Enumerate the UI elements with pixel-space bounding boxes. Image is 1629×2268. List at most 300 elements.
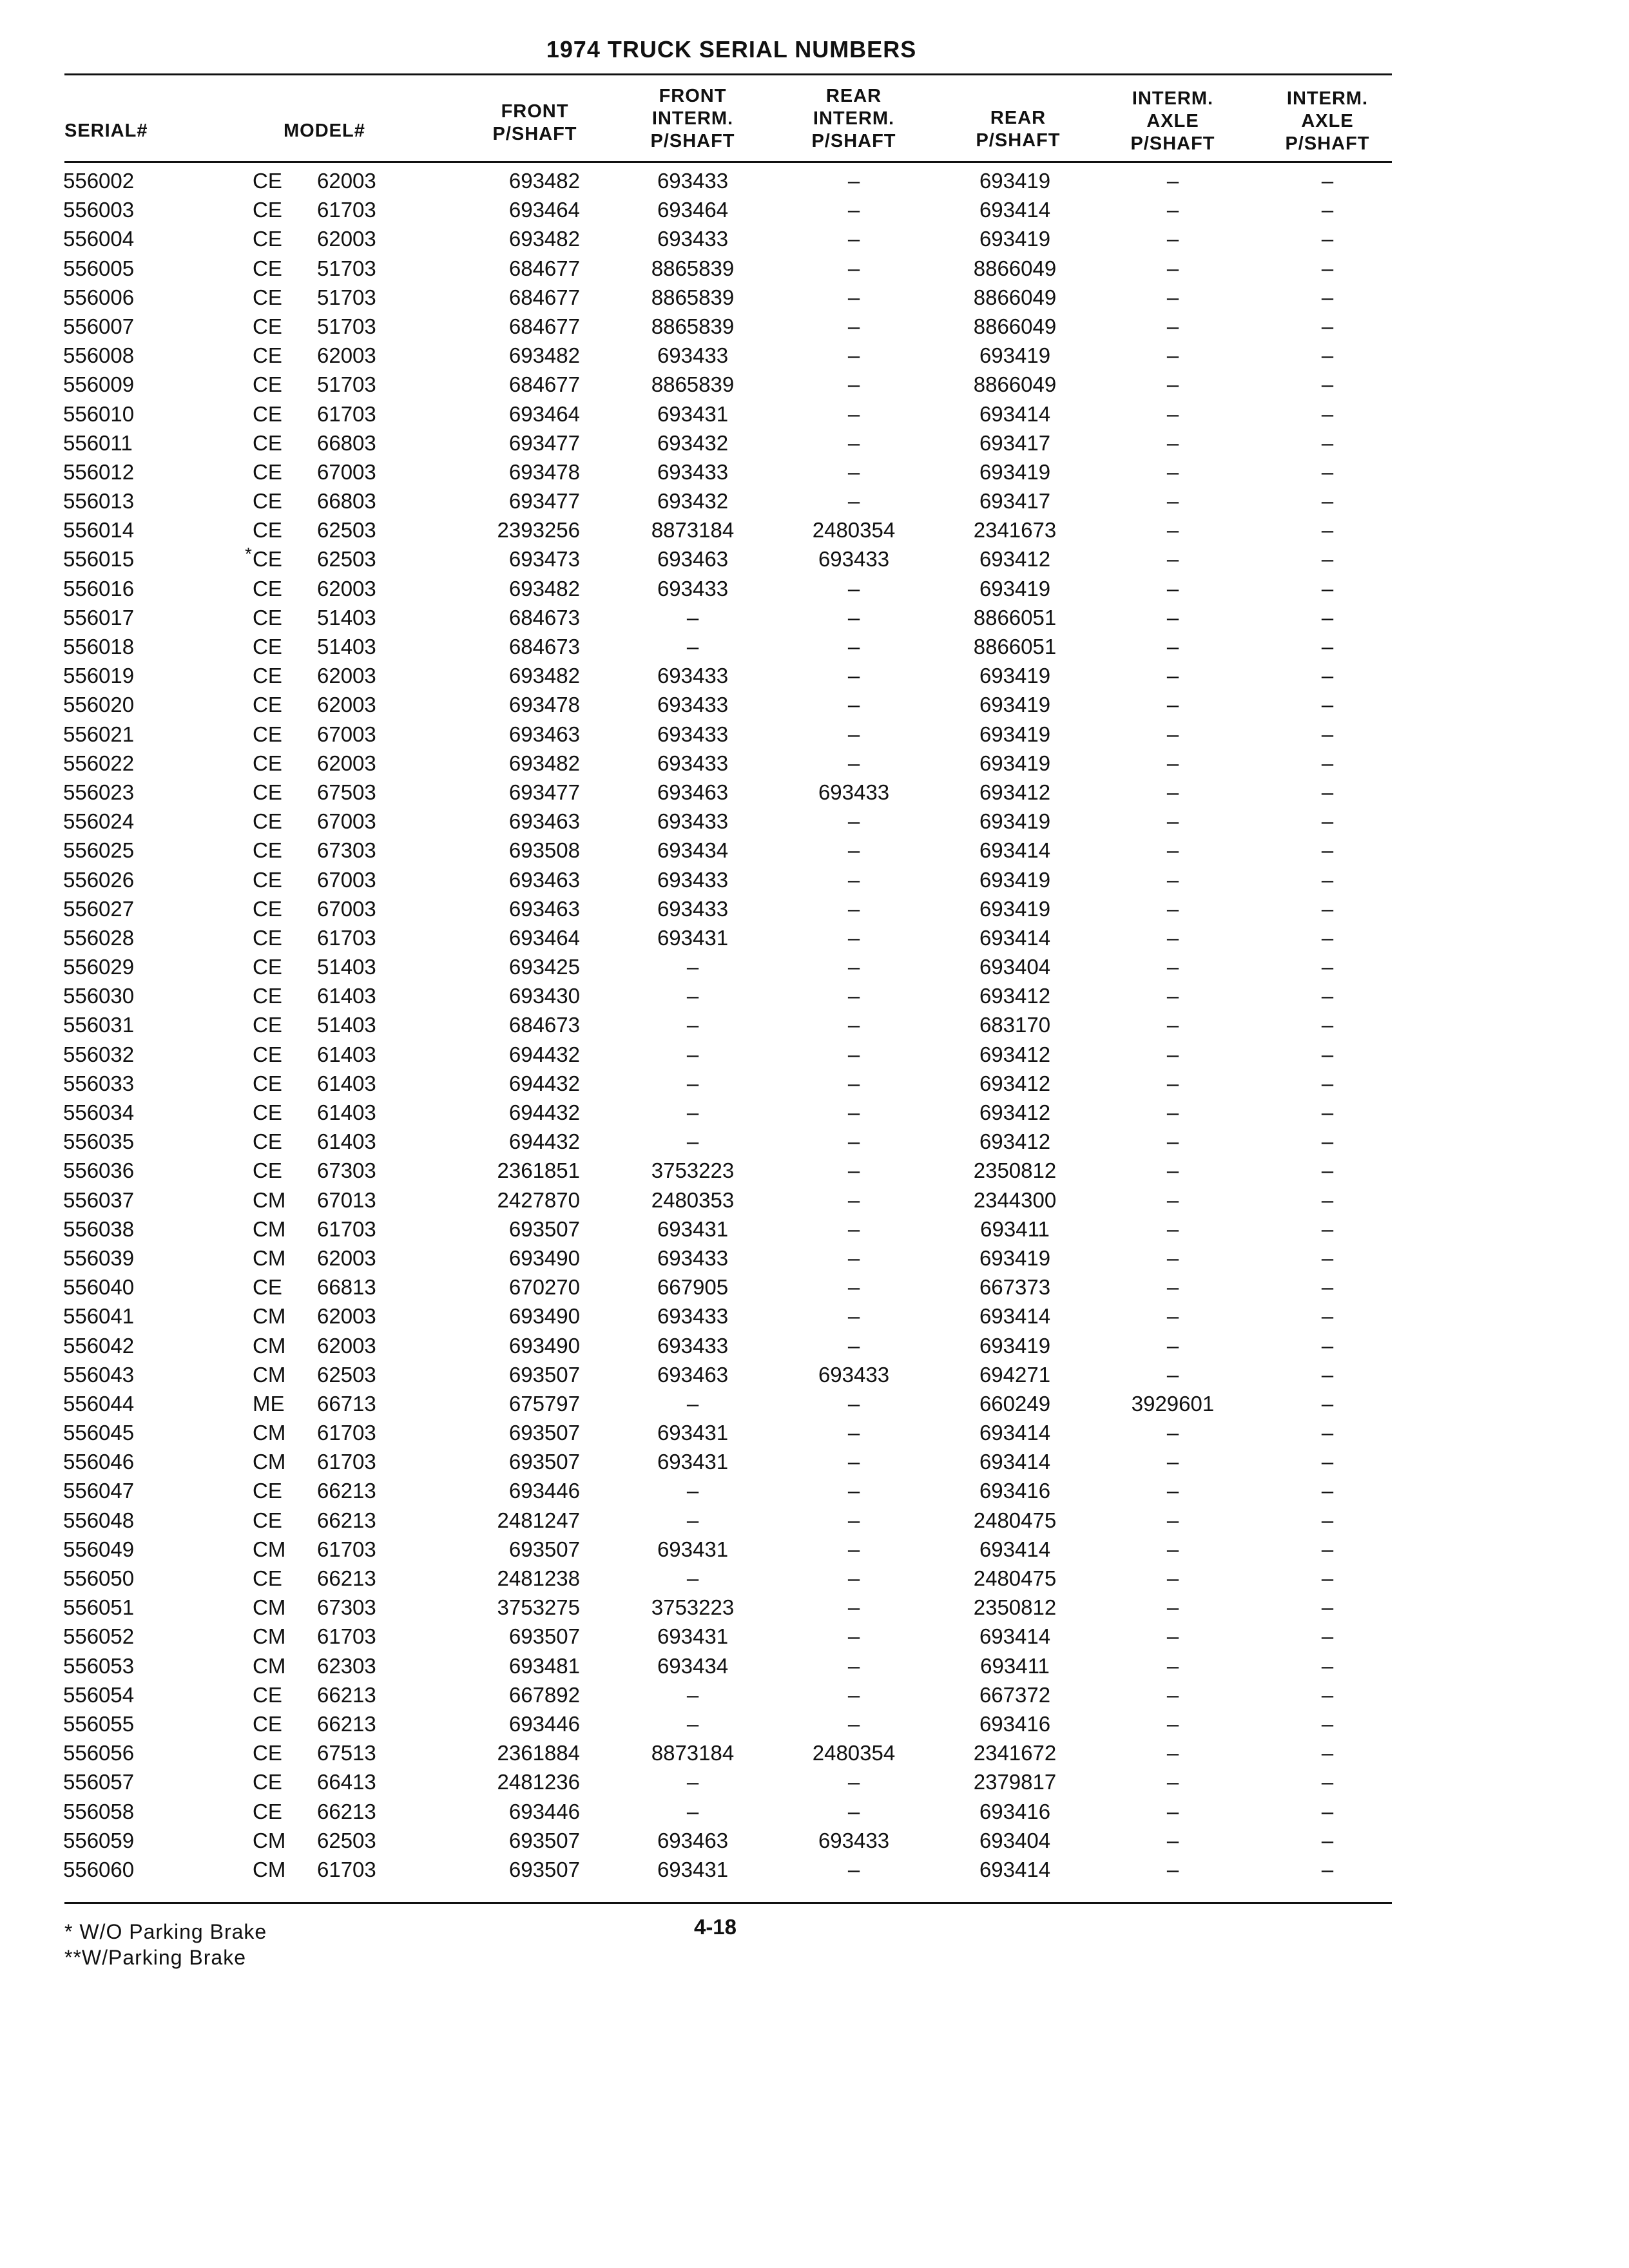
- table-row: [0, 1244, 1629, 1273]
- cell-serial: 556042: [63, 1333, 135, 1358]
- table-row: [0, 1593, 1629, 1622]
- cell-interm-axle-pshaft-1: –: [1166, 635, 1179, 658]
- cell-serial: 556054: [63, 1682, 135, 1707]
- table-row: [0, 1709, 1629, 1738]
- cell-interm-axle-pshaft-2: –: [1321, 1391, 1334, 1416]
- cell-rear-pshaft: 693414: [979, 1857, 1051, 1881]
- top-rule: [64, 73, 1392, 75]
- cell-front-interm-pshaft: 693431: [657, 1537, 729, 1561]
- cell-prefix: CE: [253, 1275, 282, 1300]
- cell-prefix: CE: [253, 430, 282, 455]
- cell-front-interm-pshaft: 693464: [657, 198, 729, 222]
- cell-interm-axle-pshaft-1: –: [1166, 430, 1179, 455]
- cell-serial: 556015: [63, 547, 135, 572]
- cell-interm-axle-pshaft-2: –: [1321, 1479, 1334, 1503]
- cell-prefix: CM: [253, 1653, 286, 1678]
- cell-prefix: CE: [253, 256, 282, 280]
- cell-prefix: CE: [253, 285, 282, 309]
- cell-interm-axle-pshaft-1: –: [1166, 489, 1179, 514]
- cell-rear-pshaft: 8866049: [973, 256, 1057, 280]
- cell-front-pshaft: 693473: [508, 547, 580, 572]
- cell-interm-axle-pshaft-1: –: [1166, 605, 1179, 629]
- cell-serial: 556002: [63, 169, 135, 193]
- cell-rear-pshaft: 693419: [979, 722, 1051, 746]
- cell-front-interm-pshaft: 667905: [657, 1275, 729, 1300]
- cell-interm-axle-pshaft-1: –: [1166, 1799, 1179, 1823]
- cell-serial: 556008: [63, 343, 135, 368]
- cell-front-interm-pshaft: 693431: [657, 1216, 729, 1241]
- cell-model: 62003: [317, 1304, 376, 1329]
- cell-interm-axle-pshaft-2: –: [1321, 838, 1334, 863]
- cell-interm-axle-pshaft-1: –: [1166, 314, 1179, 338]
- serial-table-body: [0, 166, 1629, 1884]
- cell-interm-axle-pshaft-1: –: [1166, 198, 1179, 222]
- cell-interm-axle-pshaft-2: –: [1321, 1304, 1334, 1329]
- cell-serial: 556025: [63, 838, 135, 863]
- cell-rear-pshaft: 693412: [979, 780, 1051, 804]
- cell-rear-interm-pshaft: –: [847, 169, 860, 193]
- cell-prefix: CE: [253, 925, 282, 950]
- cell-interm-axle-pshaft-1: –: [1166, 1042, 1179, 1066]
- table-row: [0, 1564, 1629, 1593]
- cell-front-pshaft: 684673: [508, 1013, 580, 1037]
- cell-rear-pshaft: 693419: [979, 664, 1051, 688]
- cell-front-interm-pshaft: 693433: [657, 751, 729, 775]
- cell-prefix: CM: [253, 1450, 286, 1474]
- cell-interm-axle-pshaft-1: –: [1166, 518, 1179, 543]
- cell-model: 66213: [317, 1711, 376, 1736]
- cell-serial: 556009: [63, 372, 135, 397]
- cell-rear-pshaft: 693419: [979, 896, 1051, 921]
- cell-interm-axle-pshaft-2: –: [1321, 1071, 1334, 1095]
- table-row: [0, 457, 1629, 486]
- cell-model: 51703: [317, 256, 376, 280]
- cell-model: 62003: [317, 751, 376, 775]
- cell-front-interm-pshaft: 3753223: [651, 1595, 735, 1620]
- cell-rear-interm-pshaft: –: [847, 1421, 860, 1445]
- cell-rear-pshaft: 8866049: [973, 372, 1057, 397]
- cell-prefix: CE: [253, 518, 282, 543]
- cell-front-interm-pshaft: 693433: [657, 576, 729, 601]
- cell-serial: 556023: [63, 780, 135, 804]
- cell-interm-axle-pshaft-2: –: [1321, 1013, 1334, 1037]
- cell-model: 66213: [317, 1566, 376, 1590]
- cell-prefix: CE: [253, 227, 282, 251]
- table-row: [0, 1127, 1629, 1156]
- cell-model: 51403: [317, 1013, 376, 1037]
- cell-rear-interm-pshaft: –: [847, 1682, 860, 1707]
- footnote-with-parking-brake: **W/Parking Brake: [64, 1946, 246, 1969]
- cell-interm-axle-pshaft-1: –: [1166, 1216, 1179, 1241]
- cell-interm-axle-pshaft-2: –: [1321, 430, 1334, 455]
- cell-interm-axle-pshaft-2: –: [1321, 664, 1334, 688]
- cell-rear-interm-pshaft: –: [847, 1391, 860, 1416]
- cell-interm-axle-pshaft-1: –: [1166, 1682, 1179, 1707]
- table-row: [0, 894, 1629, 923]
- cell-model: 51403: [317, 635, 376, 658]
- cell-rear-pshaft: 693419: [979, 693, 1051, 717]
- cell-front-pshaft: 670270: [508, 1275, 580, 1300]
- cell-interm-axle-pshaft-1: –: [1166, 1566, 1179, 1590]
- cell-prefix: CE: [253, 1508, 282, 1532]
- cell-rear-interm-pshaft: –: [847, 314, 860, 338]
- cell-prefix: CE: [253, 372, 282, 397]
- cell-front-pshaft: 693507: [508, 1828, 580, 1852]
- cell-serial: 556057: [63, 1770, 135, 1794]
- cell-prefix: ME: [253, 1391, 285, 1416]
- cell-interm-axle-pshaft-2: –: [1321, 1129, 1334, 1154]
- cell-front-interm-pshaft: 693434: [657, 1653, 729, 1678]
- cell-rear-pshaft: 8866051: [973, 635, 1057, 658]
- cell-rear-interm-pshaft: –: [847, 1013, 860, 1037]
- cell-prefix: CE: [253, 635, 282, 658]
- cell-front-interm-pshaft: –: [686, 1042, 699, 1066]
- cell-rear-pshaft: 2480475: [973, 1508, 1057, 1532]
- cell-prefix: CM: [253, 1333, 286, 1358]
- cell-prefix: CE: [253, 1013, 282, 1037]
- cell-serial: 556037: [63, 1187, 135, 1212]
- table-row: [0, 370, 1629, 399]
- cell-front-interm-pshaft: 693433: [657, 227, 729, 251]
- cell-rear-pshaft: 693404: [979, 955, 1051, 979]
- cell-interm-axle-pshaft-2: –: [1321, 401, 1334, 426]
- cell-front-pshaft: 675797: [508, 1391, 580, 1416]
- cell-rear-interm-pshaft: –: [847, 372, 860, 397]
- cell-prefix: CE: [253, 1741, 282, 1765]
- cell-front-pshaft: 693478: [508, 693, 580, 717]
- cell-serial: 556039: [63, 1245, 135, 1270]
- cell-model: 67003: [317, 809, 376, 834]
- cell-rear-interm-pshaft: –: [847, 198, 860, 222]
- cell-front-interm-pshaft: –: [686, 635, 699, 658]
- cell-front-pshaft: 693507: [508, 1450, 580, 1474]
- cell-prefix: CE: [253, 343, 282, 368]
- cell-serial: 556010: [63, 401, 135, 426]
- cell-front-pshaft: 693425: [508, 955, 580, 979]
- cell-front-interm-pshaft: 8865839: [651, 372, 735, 397]
- cell-front-pshaft: 693482: [508, 664, 580, 688]
- cell-interm-axle-pshaft-2: –: [1321, 576, 1334, 601]
- cell-rear-pshaft: 8866051: [973, 605, 1057, 629]
- cell-front-interm-pshaft: –: [686, 1682, 699, 1707]
- table-row: [0, 166, 1629, 195]
- table-row: [0, 1098, 1629, 1127]
- cell-serial: 556005: [63, 256, 135, 280]
- table-row: [0, 1738, 1629, 1767]
- cell-interm-axle-pshaft-2: –: [1321, 314, 1334, 338]
- cell-model: 62003: [317, 227, 376, 251]
- cell-model: 62003: [317, 1245, 376, 1270]
- cell-prefix: CM: [253, 1245, 286, 1270]
- cell-interm-axle-pshaft-1: –: [1166, 1333, 1179, 1358]
- cell-rear-pshaft: 693412: [979, 547, 1051, 572]
- cell-rear-pshaft: 693414: [979, 1421, 1051, 1445]
- cell-front-interm-pshaft: –: [686, 1799, 699, 1823]
- cell-serial: 556028: [63, 925, 135, 950]
- cell-serial: 556051: [63, 1595, 135, 1620]
- table-row: [0, 1535, 1629, 1564]
- cell-prefix: CE: [253, 809, 282, 834]
- cell-serial: 556029: [63, 955, 135, 979]
- table-row: [0, 981, 1629, 1010]
- cell-rear-interm-pshaft: –: [847, 343, 860, 368]
- cell-interm-axle-pshaft-1: –: [1166, 838, 1179, 863]
- table-row: [0, 486, 1629, 515]
- table-row: [0, 603, 1629, 632]
- cell-rear-interm-pshaft: –: [847, 1595, 860, 1620]
- cell-rear-interm-pshaft: –: [847, 1187, 860, 1212]
- cell-interm-axle-pshaft-1: –: [1166, 751, 1179, 775]
- cell-interm-axle-pshaft-2: –: [1321, 489, 1334, 514]
- cell-rear-interm-pshaft: –: [847, 1857, 860, 1881]
- cell-front-interm-pshaft: 693434: [657, 838, 729, 863]
- cell-interm-axle-pshaft-1: –: [1166, 809, 1179, 834]
- table-row: [0, 312, 1629, 341]
- cell-front-pshaft: 684677: [508, 372, 580, 397]
- table-row: [0, 1506, 1629, 1535]
- cell-front-interm-pshaft: –: [686, 1770, 699, 1794]
- cell-prefix: CE: [253, 984, 282, 1008]
- table-row: [0, 1855, 1629, 1884]
- cell-serial: 556055: [63, 1711, 135, 1736]
- cell-front-interm-pshaft: –: [686, 1508, 699, 1532]
- table-row: [0, 1302, 1629, 1331]
- table-row: [0, 923, 1629, 952]
- cell-serial: 556017: [63, 605, 135, 629]
- cell-model: 62003: [317, 693, 376, 717]
- cell-front-interm-pshaft: 693431: [657, 1421, 729, 1445]
- cell-front-pshaft: 694432: [508, 1071, 580, 1095]
- cell-front-pshaft: 2427870: [497, 1187, 580, 1212]
- cell-front-pshaft: 684677: [508, 256, 580, 280]
- cell-interm-axle-pshaft-1: –: [1166, 780, 1179, 804]
- cell-front-pshaft: 693507: [508, 1216, 580, 1241]
- cell-serial: 556056: [63, 1741, 135, 1765]
- cell-front-interm-pshaft: –: [686, 605, 699, 629]
- cell-interm-axle-pshaft-1: –: [1166, 1508, 1179, 1532]
- cell-serial: 556026: [63, 867, 135, 892]
- cell-interm-axle-pshaft-2: –: [1321, 1275, 1334, 1300]
- table-row: [0, 1389, 1629, 1418]
- cell-rear-pshaft: 660249: [979, 1391, 1051, 1416]
- cell-model: 67503: [317, 780, 376, 804]
- cell-rear-pshaft: 8866049: [973, 314, 1057, 338]
- cell-rear-interm-pshaft: –: [847, 896, 860, 921]
- cell-interm-axle-pshaft-1: –: [1166, 1245, 1179, 1270]
- cell-rear-pshaft: 693419: [979, 1333, 1051, 1358]
- cell-rear-interm-pshaft: –: [847, 1479, 860, 1503]
- cell-prefix: CE: [253, 576, 282, 601]
- table-row: [0, 254, 1629, 283]
- table-row: [0, 224, 1629, 253]
- cell-serial: 556043: [63, 1362, 135, 1387]
- cell-interm-axle-pshaft-1: –: [1166, 984, 1179, 1008]
- cell-front-interm-pshaft: 693432: [657, 489, 729, 514]
- cell-front-pshaft: 667892: [508, 1682, 580, 1707]
- cell-interm-axle-pshaft-1: –: [1166, 1711, 1179, 1736]
- cell-front-interm-pshaft: 693433: [657, 169, 729, 193]
- cell-prefix: CE: [253, 780, 282, 804]
- cell-front-pshaft: 693507: [508, 1537, 580, 1561]
- cell-model: 61703: [317, 1857, 376, 1881]
- cell-model: 61403: [317, 1071, 376, 1095]
- cell-rear-interm-pshaft: 693433: [818, 547, 890, 572]
- cell-serial: 556058: [63, 1799, 135, 1823]
- cell-rear-interm-pshaft: –: [847, 1275, 860, 1300]
- cell-prefix: CE: [253, 605, 282, 629]
- cell-model: 67003: [317, 459, 376, 484]
- table-row: [0, 544, 1629, 573]
- cell-interm-axle-pshaft-2: –: [1321, 1158, 1334, 1183]
- cell-interm-axle-pshaft-2: –: [1321, 722, 1334, 746]
- cell-rear-pshaft: 693412: [979, 1071, 1051, 1095]
- cell-interm-axle-pshaft-1: –: [1166, 1158, 1179, 1183]
- cell-front-interm-pshaft: 8865839: [651, 256, 735, 280]
- cell-rear-pshaft: 693414: [979, 1304, 1051, 1329]
- cell-front-interm-pshaft: –: [686, 1479, 699, 1503]
- cell-front-interm-pshaft: 693431: [657, 1624, 729, 1649]
- cell-model: 61403: [317, 984, 376, 1008]
- cell-rear-interm-pshaft: –: [847, 1508, 860, 1532]
- cell-model: 61703: [317, 1216, 376, 1241]
- cell-interm-axle-pshaft-2: –: [1321, 518, 1334, 543]
- cell-serial: 556060: [63, 1857, 135, 1881]
- cell-model: 62503: [317, 547, 376, 572]
- cell-front-pshaft: 693477: [508, 489, 580, 514]
- cell-interm-axle-pshaft-1: –: [1166, 1828, 1179, 1852]
- cell-front-pshaft: 693446: [508, 1479, 580, 1503]
- table-row: [0, 632, 1629, 661]
- cell-front-interm-pshaft: 693463: [657, 780, 729, 804]
- cell-rear-pshaft: 693414: [979, 838, 1051, 863]
- cell-interm-axle-pshaft-1: –: [1166, 372, 1179, 397]
- cell-serial: 556021: [63, 722, 135, 746]
- table-row: [0, 1215, 1629, 1244]
- cell-interm-axle-pshaft-1: –: [1166, 1741, 1179, 1765]
- cell-front-pshaft: 693507: [508, 1857, 580, 1881]
- cell-front-interm-pshaft: 693433: [657, 459, 729, 484]
- cell-prefix: CE: [253, 1799, 282, 1823]
- cell-interm-axle-pshaft-2: –: [1321, 372, 1334, 397]
- cell-rear-pshaft: 693416: [979, 1479, 1051, 1503]
- cell-interm-axle-pshaft-1: –: [1166, 1770, 1179, 1794]
- cell-interm-axle-pshaft-2: –: [1321, 1187, 1334, 1212]
- cell-model: 67013: [317, 1187, 376, 1212]
- cell-serial: 556035: [63, 1129, 135, 1154]
- cell-rear-pshaft: 693414: [979, 925, 1051, 950]
- cell-front-interm-pshaft: –: [686, 984, 699, 1008]
- cell-model: 67003: [317, 722, 376, 746]
- cell-interm-axle-pshaft-2: –: [1321, 198, 1334, 222]
- table-row: [0, 1331, 1629, 1360]
- cell-prefix: CE: [253, 1071, 282, 1095]
- cell-interm-axle-pshaft-2: –: [1321, 1741, 1334, 1765]
- cell-serial: 556003: [63, 198, 135, 222]
- cell-front-interm-pshaft: 3753223: [651, 1158, 735, 1183]
- cell-front-interm-pshaft: 8873184: [651, 518, 735, 543]
- cell-interm-axle-pshaft-1: –: [1166, 256, 1179, 280]
- cell-rear-interm-pshaft: –: [847, 256, 860, 280]
- cell-rear-pshaft: 667372: [979, 1682, 1051, 1707]
- cell-front-pshaft: 693490: [508, 1304, 580, 1329]
- cell-rear-interm-pshaft: –: [847, 925, 860, 950]
- cell-serial: 556024: [63, 809, 135, 834]
- cell-front-interm-pshaft: 693433: [657, 664, 729, 688]
- cell-rear-interm-pshaft: –: [847, 664, 860, 688]
- cell-model: 67303: [317, 1595, 376, 1620]
- cell-prefix: CE: [253, 314, 282, 338]
- cell-rear-interm-pshaft: 2480354: [812, 518, 896, 543]
- cell-front-interm-pshaft: –: [686, 1391, 699, 1416]
- cell-interm-axle-pshaft-1: –: [1166, 576, 1179, 601]
- cell-serial: 556040: [63, 1275, 135, 1300]
- cell-model: 66213: [317, 1799, 376, 1823]
- cell-front-interm-pshaft: –: [686, 955, 699, 979]
- cell-interm-axle-pshaft-2: –: [1321, 1624, 1334, 1649]
- cell-interm-axle-pshaft-2: –: [1321, 1770, 1334, 1794]
- cell-rear-pshaft: 2344300: [973, 1187, 1057, 1212]
- cell-interm-axle-pshaft-1: –: [1166, 1362, 1179, 1387]
- cell-rear-pshaft: 693419: [979, 343, 1051, 368]
- cell-model: 66813: [317, 1275, 376, 1300]
- cell-interm-axle-pshaft-1: –: [1166, 925, 1179, 950]
- cell-rear-pshaft: 2350812: [973, 1158, 1057, 1183]
- header-rear-interm-pshaft: REAR INTERM. P/SHAFT: [811, 86, 896, 151]
- cell-interm-axle-pshaft-1: –: [1166, 1275, 1179, 1300]
- cell-serial: 556033: [63, 1071, 135, 1095]
- cell-front-pshaft: 693463: [508, 896, 580, 921]
- cell-rear-pshaft: 2480475: [973, 1566, 1057, 1590]
- cell-rear-pshaft: 693419: [979, 809, 1051, 834]
- cell-front-pshaft: 693482: [508, 343, 580, 368]
- cell-rear-interm-pshaft: –: [847, 809, 860, 834]
- table-row: [0, 1010, 1629, 1039]
- cell-prefix: CE: [253, 1129, 282, 1154]
- cell-rear-pshaft: 693404: [979, 1828, 1051, 1852]
- cell-front-interm-pshaft: 693463: [657, 1828, 729, 1852]
- cell-model: 66803: [317, 489, 376, 514]
- cell-front-pshaft: 693507: [508, 1624, 580, 1649]
- cell-rear-interm-pshaft: –: [847, 1333, 860, 1358]
- cell-rear-pshaft: 2341673: [973, 518, 1057, 543]
- table-row: [0, 1360, 1629, 1389]
- cell-model: 62503: [317, 1828, 376, 1852]
- cell-interm-axle-pshaft-2: –: [1321, 1566, 1334, 1590]
- cell-rear-pshaft: 693417: [979, 489, 1051, 514]
- cell-front-interm-pshaft: 693433: [657, 896, 729, 921]
- cell-model: 51403: [317, 605, 376, 629]
- cell-interm-axle-pshaft-1: –: [1166, 1187, 1179, 1212]
- cell-front-pshaft: 693482: [508, 576, 580, 601]
- cell-front-interm-pshaft: 693431: [657, 1450, 729, 1474]
- cell-rear-interm-pshaft: –: [847, 1216, 860, 1241]
- cell-rear-pshaft: 2350812: [973, 1595, 1057, 1620]
- cell-model: 62503: [317, 1362, 376, 1387]
- cell-prefix: CE: [253, 401, 282, 426]
- cell-rear-pshaft: 693416: [979, 1799, 1051, 1823]
- cell-interm-axle-pshaft-2: –: [1321, 1216, 1334, 1241]
- cell-model: 66213: [317, 1682, 376, 1707]
- cell-model: 51703: [317, 285, 376, 309]
- cell-model: 62303: [317, 1653, 376, 1678]
- cell-rear-pshaft: 2379817: [973, 1770, 1057, 1794]
- cell-interm-axle-pshaft-2: –: [1321, 459, 1334, 484]
- cell-interm-axle-pshaft-1: –: [1166, 1421, 1179, 1445]
- cell-rear-interm-pshaft: –: [847, 459, 860, 484]
- cell-front-interm-pshaft: 693433: [657, 1304, 729, 1329]
- cell-front-pshaft: 693481: [508, 1653, 580, 1678]
- cell-rear-pshaft: 693419: [979, 867, 1051, 892]
